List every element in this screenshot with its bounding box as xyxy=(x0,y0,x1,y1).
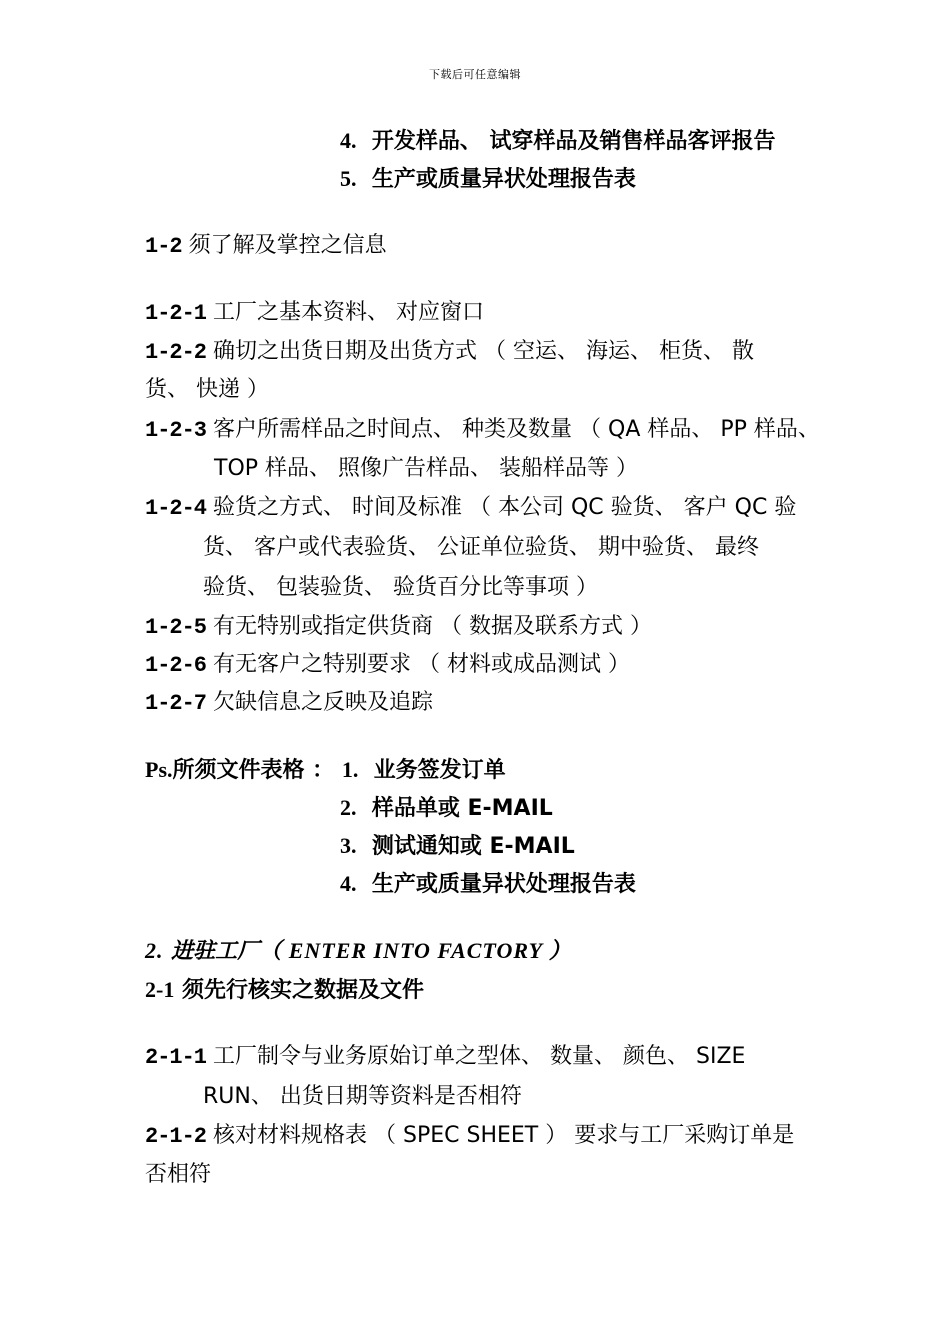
item-1-2-4 xyxy=(145,493,796,524)
section-title-cn: 进驻工厂 xyxy=(171,939,260,964)
item-2-1-2 xyxy=(145,1121,794,1152)
item-code: 2-1-2 xyxy=(145,1124,207,1149)
section-title-en: （ ENTER INTO FACTORY ） xyxy=(259,938,572,963)
item-text: 确切之出货日期及出货方式 （ 空运、 海运、 柜货、 散 xyxy=(213,339,754,364)
list-text: 测试通知或 E-MAIL xyxy=(371,834,575,859)
item-code: 1-2-5 xyxy=(145,615,207,640)
item-text: 工厂制令与业务原始订单之型体、 数量、 颜色、 SIZE xyxy=(213,1044,746,1069)
header-note: 下载后可任意编辑 xyxy=(429,68,521,81)
item-text: 工厂之基本资料、 对应窗口 xyxy=(213,300,485,325)
item-text: 有无特别或指定供货商 （ 数据及联系方式 ） xyxy=(213,614,652,639)
item-1-2-5 xyxy=(145,612,652,643)
item-2-1-1 xyxy=(145,1042,745,1073)
section-title: 须先行核实之数据及文件 xyxy=(182,978,425,1003)
list-text: 开发样品、 试穿样品及销售样品客评报告 xyxy=(371,129,776,154)
list-number: 4. xyxy=(340,128,357,153)
item-text: 客户所需样品之时间点、 种类及数量 （ QA 样品、 PP 样品、 xyxy=(213,417,820,442)
item-text: 欠缺信息之反映及追踪 xyxy=(213,690,434,715)
item-continuation: 验货、 包装验货、 验货百分比等事项 ） xyxy=(203,575,598,600)
ps-prefix: Ps. xyxy=(145,757,173,782)
item-1-2-3 xyxy=(145,415,820,446)
item-1-2-7 xyxy=(145,688,433,719)
section-heading-2 xyxy=(145,936,572,967)
item-text: 验货之方式、 时间及标准 （ 本公司 QC 验货、 客户 QC 验 xyxy=(213,495,797,520)
list-number: 2. xyxy=(340,795,357,820)
list-text: 样品单或 E-MAIL xyxy=(371,796,553,821)
list-number: 4. xyxy=(340,871,357,896)
section-number: 2. xyxy=(145,938,164,963)
item-code: 1-2-2 xyxy=(145,340,207,365)
section-code: 1-2 xyxy=(145,234,182,259)
section-heading-2-1 xyxy=(145,975,424,1006)
item-1-2-2 xyxy=(145,337,754,368)
list-text: 生产或质量异状处理报告表 xyxy=(371,167,636,192)
list-number: 5. xyxy=(340,166,357,191)
item-text: 核对材料规格表 （ SPEC SHEET ） 要求与工厂采购订单是 xyxy=(213,1123,795,1148)
section-heading-1-2 xyxy=(145,231,387,262)
item-code: 2-1-1 xyxy=(145,1045,207,1070)
list-text: 生产或质量异状处理报告表 xyxy=(371,872,636,897)
item-code: 1-2-1 xyxy=(145,301,207,326)
list-text: 业务签发订单 xyxy=(373,758,506,783)
ps-list-item xyxy=(340,869,636,900)
top-list-item xyxy=(340,164,636,195)
ps-list-item xyxy=(340,793,553,824)
item-code: 1-2-4 xyxy=(145,496,207,521)
list-number: 3. xyxy=(340,833,357,858)
item-continuation: 货、 客户或代表验货、 公证单位验货、 期中验货、 最终 xyxy=(203,535,759,560)
ps-line xyxy=(145,755,506,786)
ps-list-item xyxy=(340,831,575,862)
item-continuation: RUN、 出货日期等资料是否相符 xyxy=(203,1084,522,1109)
item-continuation: TOP 样品、 照像广告样品、 装船样品等 ） xyxy=(214,456,638,481)
item-1-2-6 xyxy=(145,650,630,681)
item-text: 有无客户之特别要求 （ 材料或成品测试 ） xyxy=(213,652,630,677)
item-continuation: 货、 快递 ） xyxy=(145,377,269,402)
item-code: 1-2-7 xyxy=(145,691,207,716)
top-list-item xyxy=(340,126,776,157)
item-code: 1-2-3 xyxy=(145,418,207,443)
section-code: 2-1 xyxy=(145,977,175,1002)
section-title: 须了解及掌控之信息 xyxy=(188,233,387,258)
item-1-2-1 xyxy=(145,298,484,329)
item-code: 1-2-6 xyxy=(145,653,207,678)
ps-label: 所须文件表格 ： xyxy=(172,758,335,783)
item-continuation: 否相符 xyxy=(145,1162,212,1187)
list-number: 1. xyxy=(341,757,359,782)
